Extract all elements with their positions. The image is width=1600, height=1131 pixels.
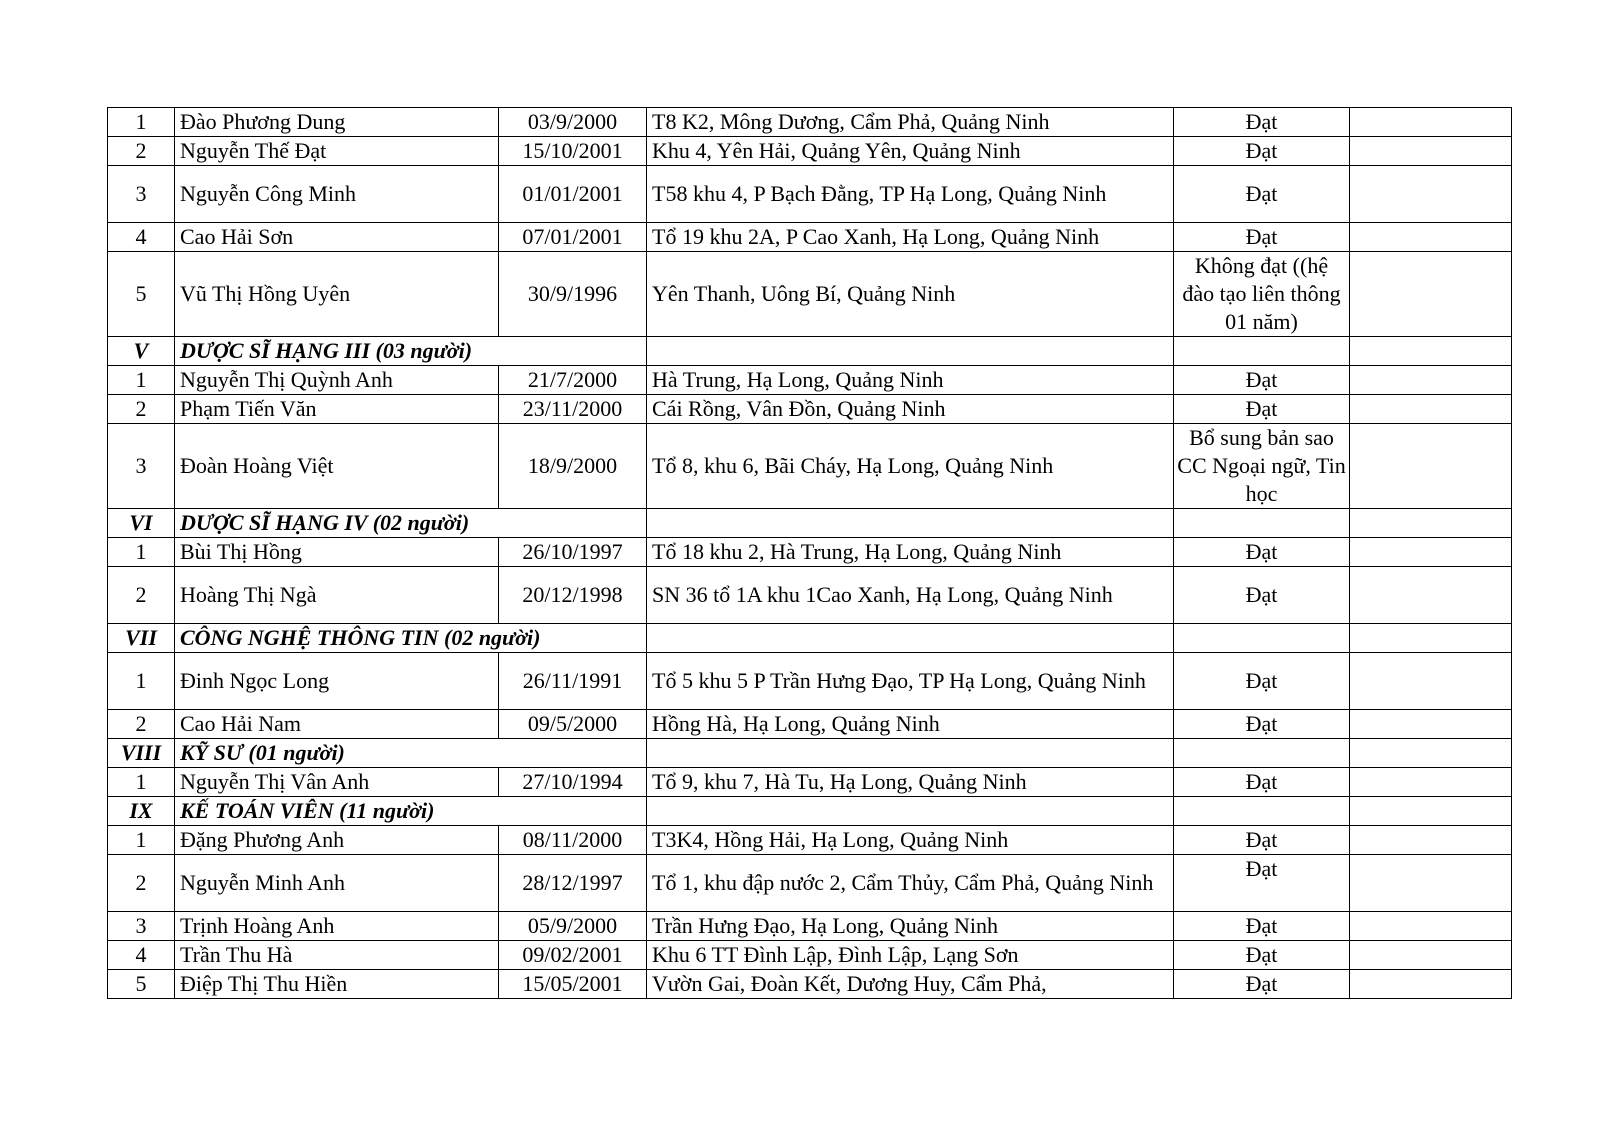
empty-cell [647,509,1174,538]
date-of-birth: 27/10/1994 [499,768,647,797]
table-row [108,108,1512,137]
table-row [108,912,1512,941]
full-name: Đặng Phương Anh [175,826,499,855]
row-number: 2 [108,567,175,624]
row-number: 5 [108,252,175,337]
full-name: Cao Hải Sơn [175,223,499,252]
address: Hà Trung, Hạ Long, Quảng Ninh [647,366,1174,395]
result: Đạt [1174,108,1350,137]
empty-cell [1350,337,1512,366]
date-of-birth: 18/9/2000 [499,424,647,509]
note [1350,538,1512,567]
empty-cell [647,739,1174,768]
section-number: VI [108,509,175,538]
note [1350,912,1512,941]
row-number: 3 [108,912,175,941]
table-row [108,223,1512,252]
row-number: 1 [108,538,175,567]
address: Tổ 18 khu 2, Hà Trung, Hạ Long, Quảng Ninh [647,538,1174,567]
row-number: 2 [108,710,175,739]
empty-cell [647,624,1174,653]
full-name: Nguyễn Thị Vân Anh [175,768,499,797]
date-of-birth: 09/02/2001 [499,941,647,970]
result: Đạt [1174,395,1350,424]
full-name: Nguyễn Minh Anh [175,855,499,912]
section-title: CÔNG NGHỆ THÔNG TIN (02 người) [175,624,647,653]
section-title: DƯỢC SĨ HẠNG IV (02 người) [175,509,647,538]
note [1350,855,1512,912]
date-of-birth: 05/9/2000 [499,912,647,941]
full-name: Cao Hải Nam [175,710,499,739]
table-row [108,826,1512,855]
result: Bổ sung bản sao CC Ngoại ngữ, Tin học [1174,424,1350,509]
result: Đạt [1174,366,1350,395]
note [1350,223,1512,252]
full-name: Đoàn Hoàng Việt [175,424,499,509]
full-name: Trịnh Hoàng Anh [175,912,499,941]
date-of-birth: 23/11/2000 [499,395,647,424]
date-of-birth: 15/05/2001 [499,970,647,999]
full-name: Nguyễn Công Minh [175,166,499,223]
date-of-birth: 08/11/2000 [499,826,647,855]
row-number: 3 [108,424,175,509]
result: Đạt [1174,567,1350,624]
table-row [108,653,1512,710]
result: Đạt [1174,826,1350,855]
address: Hồng Hà, Hạ Long, Quảng Ninh [647,710,1174,739]
table-row [108,166,1512,223]
date-of-birth: 07/01/2001 [499,223,647,252]
result: Đạt [1174,166,1350,223]
address: Yên Thanh, Uông Bí, Quảng Ninh [647,252,1174,337]
empty-cell [1350,624,1512,653]
full-name: Trần Thu Hà [175,941,499,970]
date-of-birth: 30/9/1996 [499,252,647,337]
full-name: Điệp Thị Thu Hiền [175,970,499,999]
section-row [108,624,1512,653]
note [1350,970,1512,999]
note [1350,424,1512,509]
result: Đạt [1174,653,1350,710]
table-row [108,710,1512,739]
empty-cell [1174,624,1350,653]
row-number: 5 [108,970,175,999]
empty-cell [647,797,1174,826]
address: Tổ 8, khu 6, Bãi Cháy, Hạ Long, Quảng Ninh [647,424,1174,509]
section-number: IX [108,797,175,826]
full-name: Bùi Thị Hồng [175,538,499,567]
candidate-table [107,107,1512,999]
section-number: VIII [108,739,175,768]
table-row [108,538,1512,567]
row-number: 1 [108,826,175,855]
date-of-birth: 03/9/2000 [499,108,647,137]
table-row [108,567,1512,624]
result: Đạt [1174,970,1350,999]
empty-cell [1174,739,1350,768]
result: Đạt [1174,710,1350,739]
section-title: KẾ TOÁN VIÊN (11 người) [175,797,647,826]
row-number: 1 [108,768,175,797]
row-number: 1 [108,653,175,710]
result: Đạt [1174,912,1350,941]
section-title: DƯỢC SĨ HẠNG III (03 người) [175,337,647,366]
row-number: 1 [108,366,175,395]
date-of-birth: 26/10/1997 [499,538,647,567]
table-row [108,424,1512,509]
address: T58 khu 4, P Bạch Đằng, TP Hạ Long, Quảng Ninh [647,166,1174,223]
note [1350,137,1512,166]
section-number: VII [108,624,175,653]
full-name: Đào Phương Dung [175,108,499,137]
address: Tổ 9, khu 7, Hà Tu, Hạ Long, Quảng Ninh [647,768,1174,797]
row-number: 2 [108,137,175,166]
section-row [108,509,1512,538]
address: T8 K2, Mông Dương, Cẩm Phả, Quảng Ninh [647,108,1174,137]
date-of-birth: 28/12/1997 [499,855,647,912]
table-row [108,366,1512,395]
date-of-birth: 09/5/2000 [499,710,647,739]
note [1350,941,1512,970]
row-number: 4 [108,941,175,970]
date-of-birth: 15/10/2001 [499,137,647,166]
row-number: 1 [108,108,175,137]
address: Trần Hưng Đạo, Hạ Long, Quảng Ninh [647,912,1174,941]
table-row [108,768,1512,797]
empty-cell [1174,797,1350,826]
table-row [108,855,1512,912]
date-of-birth: 01/01/2001 [499,166,647,223]
full-name: Nguyễn Thế Đạt [175,137,499,166]
empty-cell [1350,739,1512,768]
result: Không đạt ((hệ đào tạo liên thông 01 năm) [1174,252,1350,337]
result: Đạt [1174,137,1350,166]
full-name: Nguyễn Thị Quỳnh Anh [175,366,499,395]
address: Tổ 1, khu đập nước 2, Cẩm Thủy, Cẩm Phả, Quảng Ninh [647,855,1174,912]
note [1350,653,1512,710]
address: Tổ 19 khu 2A, P Cao Xanh, Hạ Long, Quảng Ninh [647,223,1174,252]
full-name: Đinh Ngọc Long [175,653,499,710]
note [1350,567,1512,624]
empty-cell [1174,509,1350,538]
note [1350,252,1512,337]
note [1350,768,1512,797]
result: Đạt [1174,223,1350,252]
address: SN 36 tổ 1A khu 1Cao Xanh, Hạ Long, Quảng Ninh [647,567,1174,624]
date-of-birth: 20/12/1998 [499,567,647,624]
address: Khu 4, Yên Hải, Quảng Yên, Quảng Ninh [647,137,1174,166]
date-of-birth: 21/7/2000 [499,366,647,395]
full-name: Vũ Thị Hồng Uyên [175,252,499,337]
section-number: V [108,337,175,366]
empty-cell [1350,509,1512,538]
note [1350,166,1512,223]
note [1350,826,1512,855]
result: Đạt [1174,538,1350,567]
result: Đạt [1174,855,1350,912]
note [1350,710,1512,739]
section-row [108,337,1512,366]
address: Vườn Gai, Đoàn Kết, Dương Huy, Cẩm Phả, [647,970,1174,999]
result: Đạt [1174,941,1350,970]
table-row [108,137,1512,166]
full-name: Phạm Tiến Văn [175,395,499,424]
table-row [108,395,1512,424]
address: Khu 6 TT Đình Lập, Đình Lập, Lạng Sơn [647,941,1174,970]
empty-cell [1350,797,1512,826]
row-number: 2 [108,395,175,424]
section-row [108,797,1512,826]
note [1350,395,1512,424]
table-row [108,941,1512,970]
empty-cell [1174,337,1350,366]
address: Cái Rồng, Vân Đồn, Quảng Ninh [647,395,1174,424]
address: T3K4, Hồng Hải, Hạ Long, Quảng Ninh [647,826,1174,855]
result: Đạt [1174,768,1350,797]
row-number: 3 [108,166,175,223]
empty-cell [647,337,1174,366]
full-name: Hoàng Thị Ngà [175,567,499,624]
table-row [108,252,1512,337]
row-number: 2 [108,855,175,912]
row-number: 4 [108,223,175,252]
section-row [108,739,1512,768]
address: Tổ 5 khu 5 P Trần Hưng Đạo, TP Hạ Long, Quảng Ninh [647,653,1174,710]
date-of-birth: 26/11/1991 [499,653,647,710]
note [1350,366,1512,395]
table-row [108,970,1512,999]
note [1350,108,1512,137]
section-title: KỸ SƯ (01 người) [175,739,647,768]
